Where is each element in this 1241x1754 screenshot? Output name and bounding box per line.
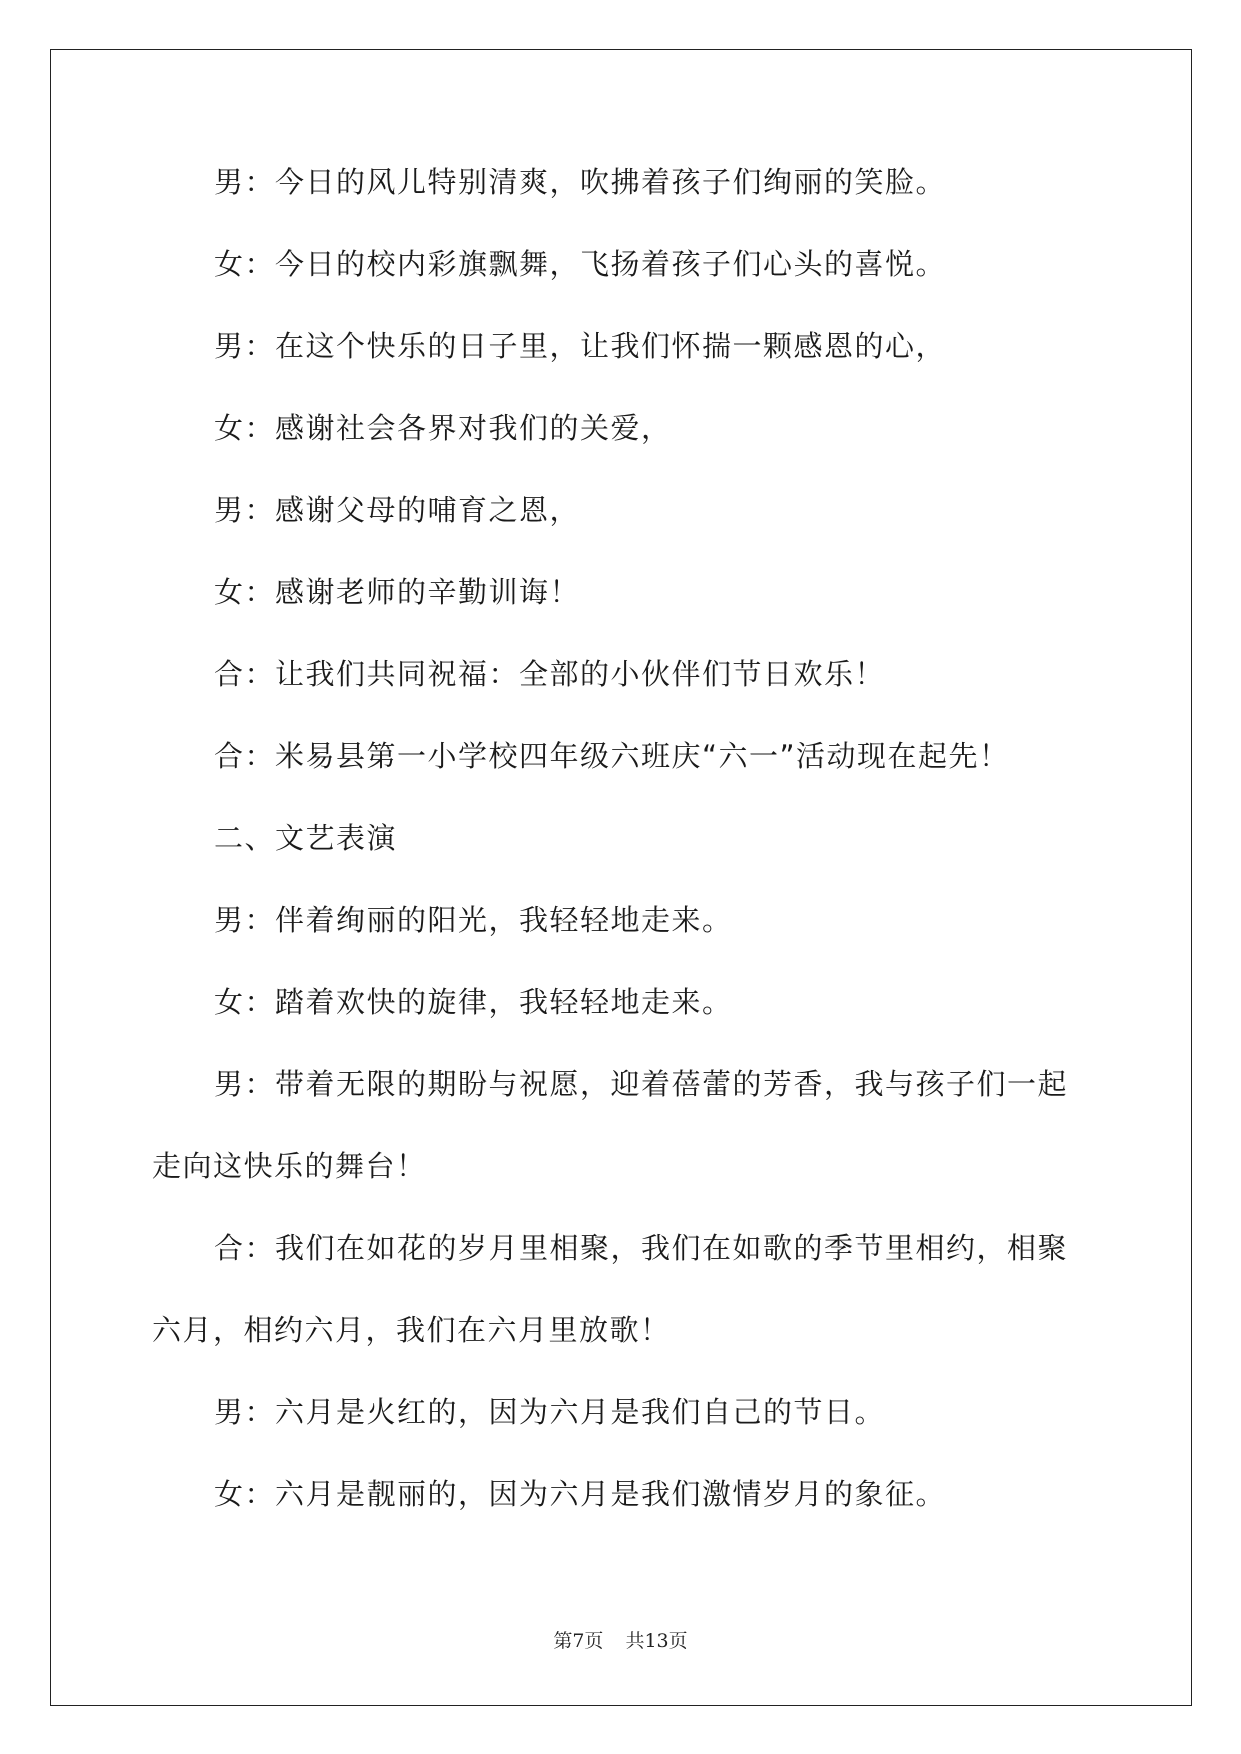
paragraph-line: 男：今日的风儿特别清爽，吹拂着孩子们绚丽的笑脸。 xyxy=(214,165,947,199)
paragraph-line: 女：六月是靓丽的，因为六月是我们激情岁月的象征。 xyxy=(214,1477,947,1511)
paragraph-line: 合：米易县第一小学校四年级六班庆“六一”活动现在起先！ xyxy=(214,739,1010,773)
paragraph-line: 男：带着无限的期盼与祝愿，迎着蓓蕾的芳香，我与孩子们一起 xyxy=(214,1067,1069,1101)
document-body xyxy=(152,163,1092,1513)
paragraph-line-continued: 走向这快乐的舞台！ xyxy=(152,1149,427,1183)
paragraph-line: 女：感谢老师的辛勤训诲！ xyxy=(214,575,581,609)
section-heading: 二、文艺表演 xyxy=(214,821,398,855)
paragraph-line-continued: 六月，相约六月，我们在六月里放歌！ xyxy=(152,1313,671,1347)
page-footer xyxy=(0,1626,1241,1653)
page-total: 共13页 xyxy=(625,1630,688,1652)
page-number: 第7页 xyxy=(553,1630,604,1652)
paragraph-line: 女：今日的校内彩旗飘舞，飞扬着孩子们心头的喜悦。 xyxy=(214,247,947,281)
paragraph-line: 女：感谢社会各界对我们的关爱， xyxy=(214,411,672,445)
paragraph-line: 合：让我们共同祝福：全部的小伙伴们节日欢乐！ xyxy=(214,657,886,691)
paragraph-line: 男：在这个快乐的日子里，让我们怀揣一颗感恩的心， xyxy=(214,329,947,363)
paragraph-line: 女：踏着欢快的旋律，我轻轻地走来。 xyxy=(214,985,733,1019)
paragraph-line: 男：六月是火红的，因为六月是我们自己的节日。 xyxy=(214,1395,886,1429)
paragraph-line: 合：我们在如花的岁月里相聚，我们在如歌的季节里相约，相聚 xyxy=(214,1231,1069,1265)
paragraph-line: 男：感谢父母的哺育之恩， xyxy=(214,493,581,527)
paragraph-line: 男：伴着绚丽的阳光，我轻轻地走来。 xyxy=(214,903,733,937)
